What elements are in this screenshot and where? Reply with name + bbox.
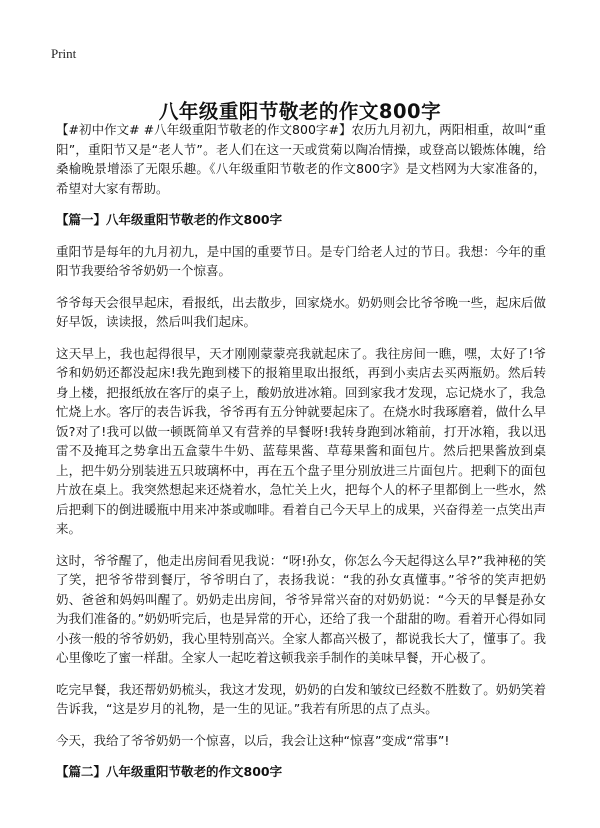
intro-paragraph: 【#初中作文# #八年级重阳节敬老的作文800字#】农历九月初九，两阳相重，故叫“重阳”，重阳节又是“老人节”。老人们在这一天或赏菊以陶冶情操，或登高以锻炼体魄，给桑榆晚景增添了无限乐趣。《八年级重阳节敬老的作文800字》是文档网为大家准备的，希望对大家有帮助。 <box>56 122 546 196</box>
paragraph-6: 今天，我给了爷爷奶奶一个惊喜，以后，我会让这种“惊喜”变成“常事”! <box>56 732 450 748</box>
paragraph-1: 重阳节是每年的九月初九，是中国的重要节日。是专门给老人过的节日。我想：今年的重阳节我要给爷爷奶奶一个惊喜。 <box>56 243 546 278</box>
paragraph-5: 吃完早餐，我还帮奶奶梳头，我这才发现，奶奶的白发和皱纹已经数不胜数了。奶奶笑着告诉我，“这是岁月的礼物，是一生的见证。”我若有所思的点了点头。 <box>56 681 546 716</box>
paragraph-3: 这天早上，我也起得很早，天才刚刚蒙蒙亮我就起床了。我往房间一瞧，嘿，太好了!爷爷和奶奶还都没起床!我先跑到楼下的报箱里取出报纸，再到小卖店去买两瓶奶。然后转身上楼，把报纸放在客厅的桌子上，酸奶放进冰箱。回到家我才发现，忘记烧水了，我急忙烧上水。客厅的表告诉我，爷爷再有五分钟就要起床了。在烧水时我琢磨着，做什么早饭?对了!我可以做一顿既简单又有营养的早餐呀!我转身跑到冰箱前，打开冰箱，我以迅雷不及掩耳之势拿出五盒蒙牛牛奶、蓝莓果酱、草莓果酱和面包片。然后把果酱放到桌上，把牛奶分别装进五只玻璃杯中，再在五个盘子里分别放进三片面包片。把剩下的面包片放在桌上。我突然想起来还烧着水，急忙关上火，把每个人的杯子里都倒上一些水，然后把剩下的倒进暖瓶中用来冲茶或咖啡。看着自己今天早上的成果，兴奋得差一点笑出声来。 <box>56 345 546 536</box>
paragraph-2: 爷爷每天会很早起床，看报纸，出去散步，回家烧水。奶奶则会比爷爷晚一些，起床后做好早饭，读读报，然后叫我们起床。 <box>56 294 546 329</box>
section-heading-1: 【篇一】八年级重阳节敬老的作文800字 <box>56 212 283 227</box>
article-body <box>56 120 546 782</box>
print-link[interactable]: Print <box>51 46 77 61</box>
paragraph-4: 这时，爷爷醒了，他走出房间看见我说：“呀!孙女，你怎么今天起得这么早?”我神秘的笑了笑，把爷爷带到餐厅，爷爷明白了，表扬我说：“我的孙女真懂事。”爷爷的笑声把奶奶、爸爸和妈妈叫醒了。奶奶走出房间，爷爷异常兴奋的对奶奶说：“今天的早餐是孙女为我们准备的。”奶奶听完后，也是异常的开心，还给了我一个甜甜的吻。看着开心得如同小孩一般的爷爷奶奶，我心里特别高兴。全家人都高兴极了，都说我长大了，懂事了。我心里像吃了蜜一样甜。全家人一起吃着这顿我亲手制作的美味早餐，开心极了。 <box>56 552 546 665</box>
page-title: 八年级重阳节敬老的作文800字 <box>158 100 442 124</box>
section-heading-2: 【篇二】八年级重阳节敬老的作文800字 <box>56 764 283 779</box>
